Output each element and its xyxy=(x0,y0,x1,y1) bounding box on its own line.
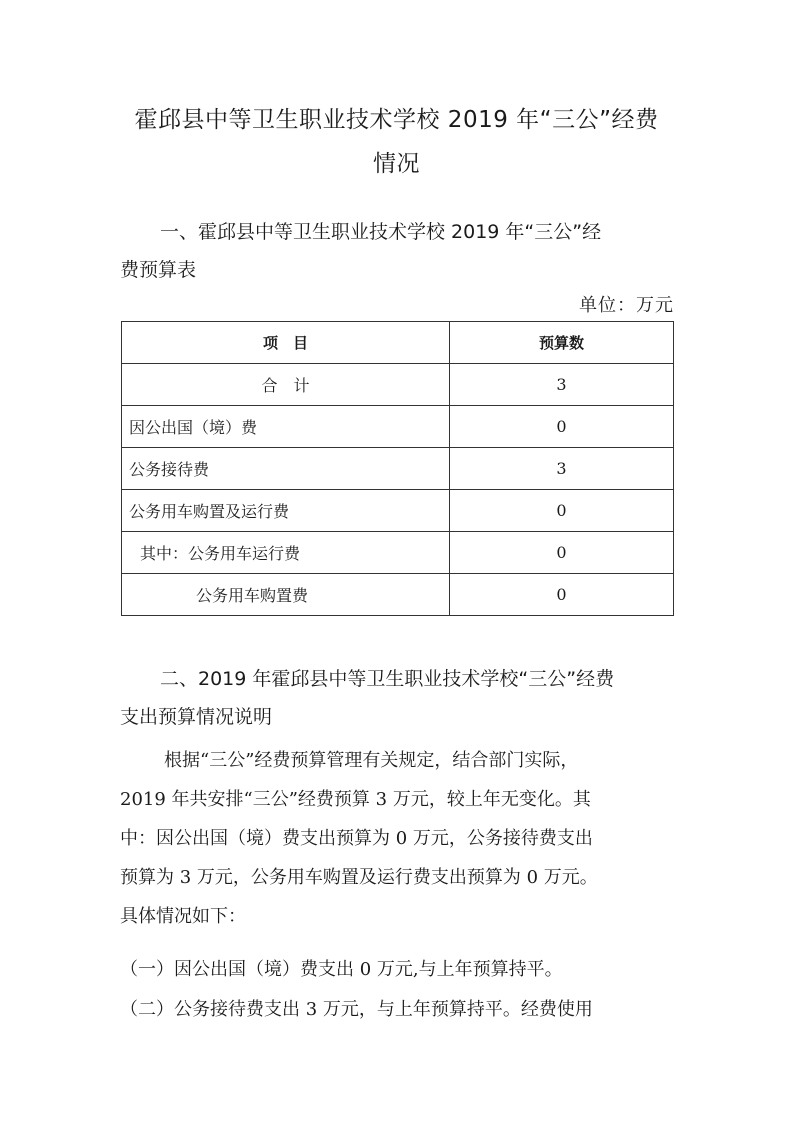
row-label: 公务用车购置及运行费 xyxy=(122,490,450,532)
table-row xyxy=(122,364,674,406)
item-1: （一）因公出国（境）费支出 0 万元,与上年预算持平。 xyxy=(120,959,563,980)
row-value-total: 3 xyxy=(450,364,674,406)
budget-table xyxy=(121,321,674,616)
table-header-row xyxy=(122,322,674,364)
row-label-total: 合 计 xyxy=(122,364,450,406)
row-value: 0 xyxy=(450,406,674,448)
row-value: 0 xyxy=(450,490,674,532)
row-value: 0 xyxy=(450,574,674,616)
row-value: 0 xyxy=(450,532,674,574)
paragraph-line: 中：因公出国（境）费支出预算为 0 万元，公务接待费支出 xyxy=(120,828,593,849)
row-label: 公务接待费 xyxy=(122,448,450,490)
paragraph-line: 2019 年共安排“三公”经费预算 3 万元，较上年无变化。其 xyxy=(120,789,591,810)
row-label: 其中：公务用车运行费 xyxy=(122,532,450,574)
table-row xyxy=(122,448,674,490)
paragraph-line: 具体情况如下： xyxy=(120,906,246,927)
row-value: 3 xyxy=(450,448,674,490)
header-budget: 预算数 xyxy=(450,322,674,364)
section-2-heading-line-1: 二、2019 年霍邱县中等卫生职业技术学校“三公”经费 xyxy=(160,668,615,690)
table-row xyxy=(122,490,674,532)
explanation-paragraph xyxy=(120,741,676,936)
table-row xyxy=(122,574,674,616)
title-line-2: 情况 xyxy=(373,151,420,177)
table-row xyxy=(122,532,674,574)
section-1-heading-line-1: 一、霍邱县中等卫生职业技术学校 2019 年“三公”经 xyxy=(160,221,602,243)
unit-label: 单位：万元 xyxy=(579,295,674,316)
section-2-heading xyxy=(120,660,676,736)
row-label: 公务用车购置费 xyxy=(122,574,450,616)
paragraph-line: 根据“三公”经费预算管理有关规定，结合部门实际， xyxy=(164,750,579,771)
section-1-heading xyxy=(120,213,676,289)
row-label: 因公出国（境）费 xyxy=(122,406,450,448)
section-2-heading-line-2: 支出预算情况说明 xyxy=(120,706,273,728)
item-2: （二）公务接待费支出 3 万元，与上年预算持平。经费使用 xyxy=(120,999,593,1020)
document-title xyxy=(0,98,793,186)
header-item: 项 目 xyxy=(122,322,450,364)
title-line-1: 霍邱县中等卫生职业技术学校 2019 年“三公”经费 xyxy=(134,107,659,133)
section-1-heading-line-2: 费预算表 xyxy=(120,259,197,281)
table-row xyxy=(122,406,674,448)
paragraph-line: 预算为 3 万元，公务用车购置及运行费支出预算为 0 万元。 xyxy=(120,867,598,888)
